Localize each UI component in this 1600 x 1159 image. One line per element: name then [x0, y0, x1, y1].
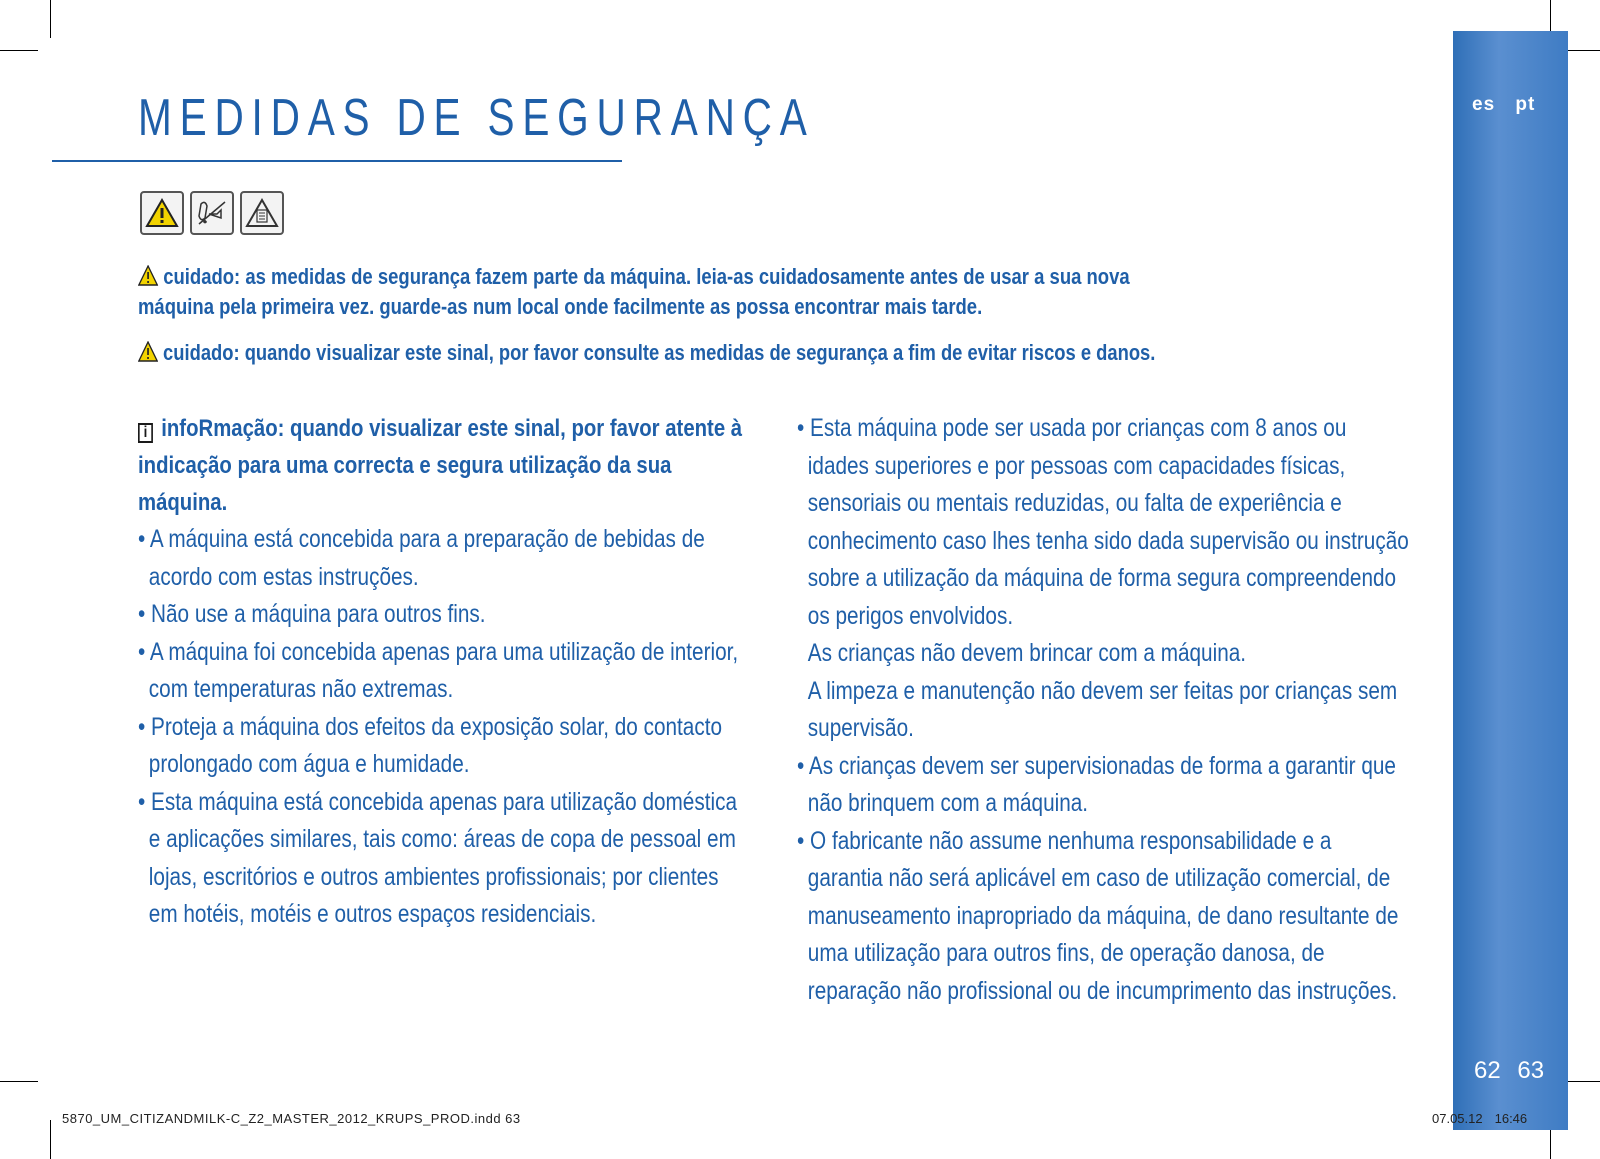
crop-mark: [50, 0, 51, 38]
list-item: • Esta máquina está concebida apenas para utilização doméstica e aplicações similares, tais como: áreas de copa de pessoal em lojas, escritórios e outros ambientes profissionais; por clientes em hotéis, motéis e outros espaços residenciais.: [138, 784, 752, 934]
language-tabs: [1472, 94, 1549, 116]
caution-sign-line: [138, 340, 1155, 366]
crop-mark: [50, 1120, 51, 1159]
caution-general-line-2: [138, 294, 982, 320]
page-numbers: [1474, 1057, 1554, 1085]
right-column: [797, 410, 1411, 1010]
right-bullet-list: [797, 748, 1411, 1011]
information-label: infoRmação:: [161, 415, 285, 442]
footer-time: 16:46: [1494, 1111, 1528, 1126]
page-number-right: 63: [1517, 1057, 1545, 1084]
warning-triangle-icon: [140, 191, 184, 235]
language-tab-pt[interactable]: pt: [1515, 94, 1536, 115]
left-bullet-list: [138, 521, 752, 934]
footer-file-name: 5870_UM_CITIZANDMILK-C_Z2_MASTER_2012_KRUPS_PROD.indd 63: [62, 1111, 521, 1126]
list-item: • Esta máquina pode ser usada por crianças com 8 anos ou idades superiores e por pessoas com capacidades físicas, sensoriais ou mentais reduzidas, ou falta de experiência e conhecimento caso lhes tenha sido dada supervisão ou instrução sobre a utilização da máquina de forma segura compreendendo os perigos envolvidos.: [797, 410, 1411, 635]
warning-triangle-icon: [138, 265, 158, 286]
caution-label: cuidado:: [163, 264, 241, 289]
list-item: • As crianças devem ser supervisionadas de forma a garantir que não brinquem com a máquina.: [797, 748, 1411, 823]
list-item: • A máquina foi concebida apenas para uma utilização de interior, com temperaturas não extremas.: [138, 634, 752, 709]
no-water-plug-icon: [190, 191, 234, 235]
caution-text: máquina pela primeira vez. guarde-as num local onde facilmente as possa encontrar mais tarde.: [138, 294, 983, 319]
read-manual-icon: [240, 191, 284, 235]
list-item: • O fabricante não assume nenhuma responsabilidade e a garantia não será aplicável em caso de utilização comercial, de manuseamento inapropriado da máquina, de dano resultante de uma utilização para outros fins, de operação danosa, de reparação não profissional ou de incumprimento das instruções.: [797, 823, 1411, 1011]
crop-mark: [1565, 1081, 1600, 1082]
information-text: quando visualizar este sinal, por favor atente à indicação para uma correcta e segura utilização da sua máquina.: [138, 415, 743, 516]
left-column: [138, 410, 752, 934]
crop-mark: [1565, 50, 1600, 51]
crop-mark: [0, 1081, 38, 1082]
list-item-continuation: As crianças não devem brincar com a máquina.: [807, 639, 1247, 667]
caution-general-line-1: [138, 264, 1130, 290]
list-item: • Proteja a máquina dos efeitos da exposição solar, do contacto prolongado com água e humidade.: [138, 709, 752, 784]
footer-timestamp: [1420, 1111, 1527, 1126]
safety-icons: [140, 191, 284, 235]
right-bullet-list: [797, 410, 1411, 635]
caution-text: as medidas de segurança fazem parte da máquina. leia-as cuidadosamente antes de usar a sua nova: [245, 264, 1130, 289]
list-item: • Não use a máquina para outros fins.: [138, 596, 752, 634]
caution-text: quando visualizar este sinal, por favor consulte as medidas de segurança a fim de evitar riscos e danos.: [244, 340, 1156, 365]
information-note: [138, 410, 752, 521]
list-item: • A máquina está concebida para a preparação de bebidas de acordo com estas instruções.: [138, 521, 752, 596]
crop-mark: [0, 50, 38, 51]
title-underline: [52, 160, 622, 162]
warning-triangle-icon: [138, 341, 158, 362]
language-tab-es[interactable]: es: [1472, 94, 1496, 115]
info-icon: i: [138, 423, 153, 443]
page-title: MEDIDAS DE SEGURANÇA: [138, 89, 815, 147]
page-number-left: 62: [1474, 1057, 1501, 1084]
language-band: [1453, 31, 1568, 1130]
list-item-continuation: A limpeza e manutenção não devem ser feitas por crianças sem supervisão.: [807, 676, 1398, 742]
caution-label: cuidado:: [163, 340, 240, 365]
footer-date: 07.05.12: [1432, 1111, 1483, 1126]
